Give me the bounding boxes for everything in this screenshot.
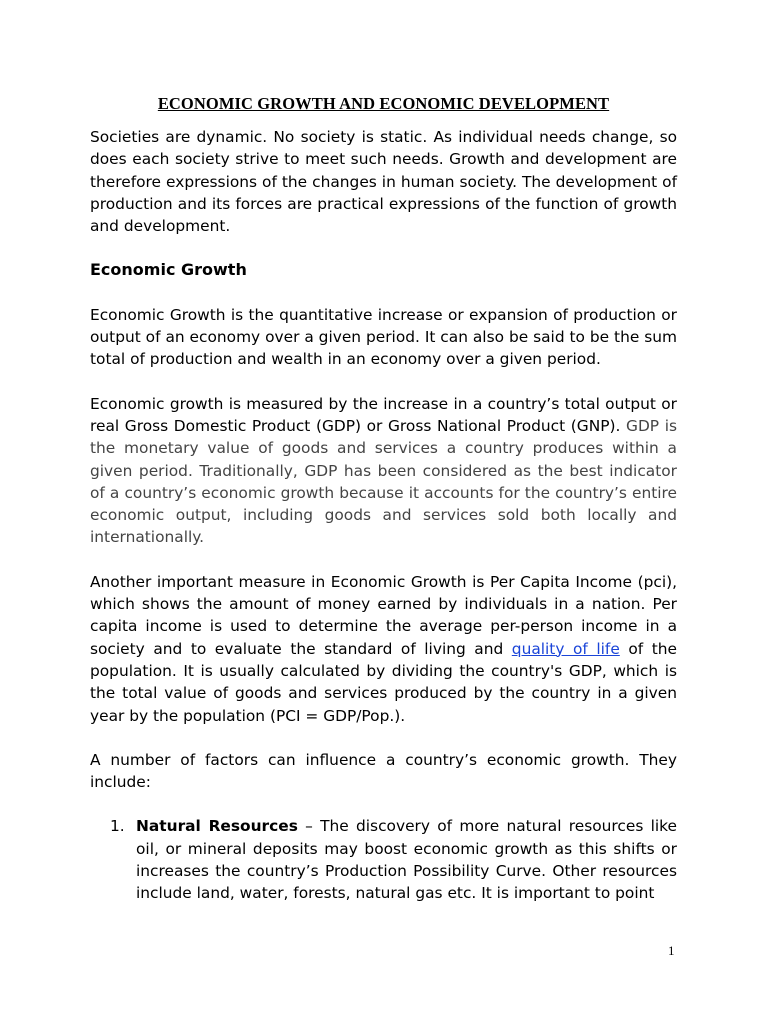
per-capita-paragraph [90,571,677,727]
list-item-body: The discovery of more natural resources like oil, or mineral deposits may boost economic growth as this shifts or increases the country’s Production Possibility Curve. Other resources include land, water, forests, natural gas etc. It is important to point [136,817,677,903]
document-body [90,93,677,905]
per-capita-text-cont: of the population. It is usually calculated by dividing the country's GDP, which is the total value of goods and services produced by the country in a given year by the population (PCI = GDP/Pop.). [90,639,677,725]
per-capita-text: Another important measure in Economic Growth is Per Capita Income (pci), which shows the amount of money earned by individuals in a nation. Per capita income is used to determine the average per-person income in a society and to evaluate the standard of living and [90,572,677,658]
quality-of-life-link[interactable]: quality of life [511,639,620,658]
factors-list [90,815,677,904]
factors-paragraph: A number of factors can influence a country’s economic growth. They include: [90,750,677,792]
document-title: ECONOMIC GROWTH AND ECONOMIC DEVELOPMENT [157,94,610,113]
measurement-paragraph [90,393,677,549]
intro-paragraph: Societies are dynamic. No society is static. As individual needs change, so does each society strive to meet such needs. Growth and development are therefore expressions of the changes in human society. The development of production and its forces are practical expressions of the function of growth and development. [90,128,677,236]
gdp-definition-text: GDP is the monetary value of goods and services a country produces within a given period. Traditionally, GDP has been considered as the best indicator of a country’s economic growth because it accounts for the country’s entire economic output, including goods and services sold both locally and internationally. [90,416,677,547]
list-item-text [136,815,677,904]
definition-paragraph: Economic Growth is the quantitative increase or expansion of production or output of an economy over a given period. It can also be said to be the sum total of production and wealth in an economy over a given period. [90,305,677,369]
measurement-text: Economic growth is measured by the increase in a country’s total output or real Gross Domestic Product (GDP) or Gross National Product (GNP). [90,394,677,435]
section-heading: Economic Growth [90,260,247,280]
list-item-dash: – [305,817,313,836]
list-item-number: 1. [110,817,125,836]
list-item-title: Natural Resources [136,817,298,836]
list-item [90,815,677,904]
page-number: 1 [668,943,675,958]
